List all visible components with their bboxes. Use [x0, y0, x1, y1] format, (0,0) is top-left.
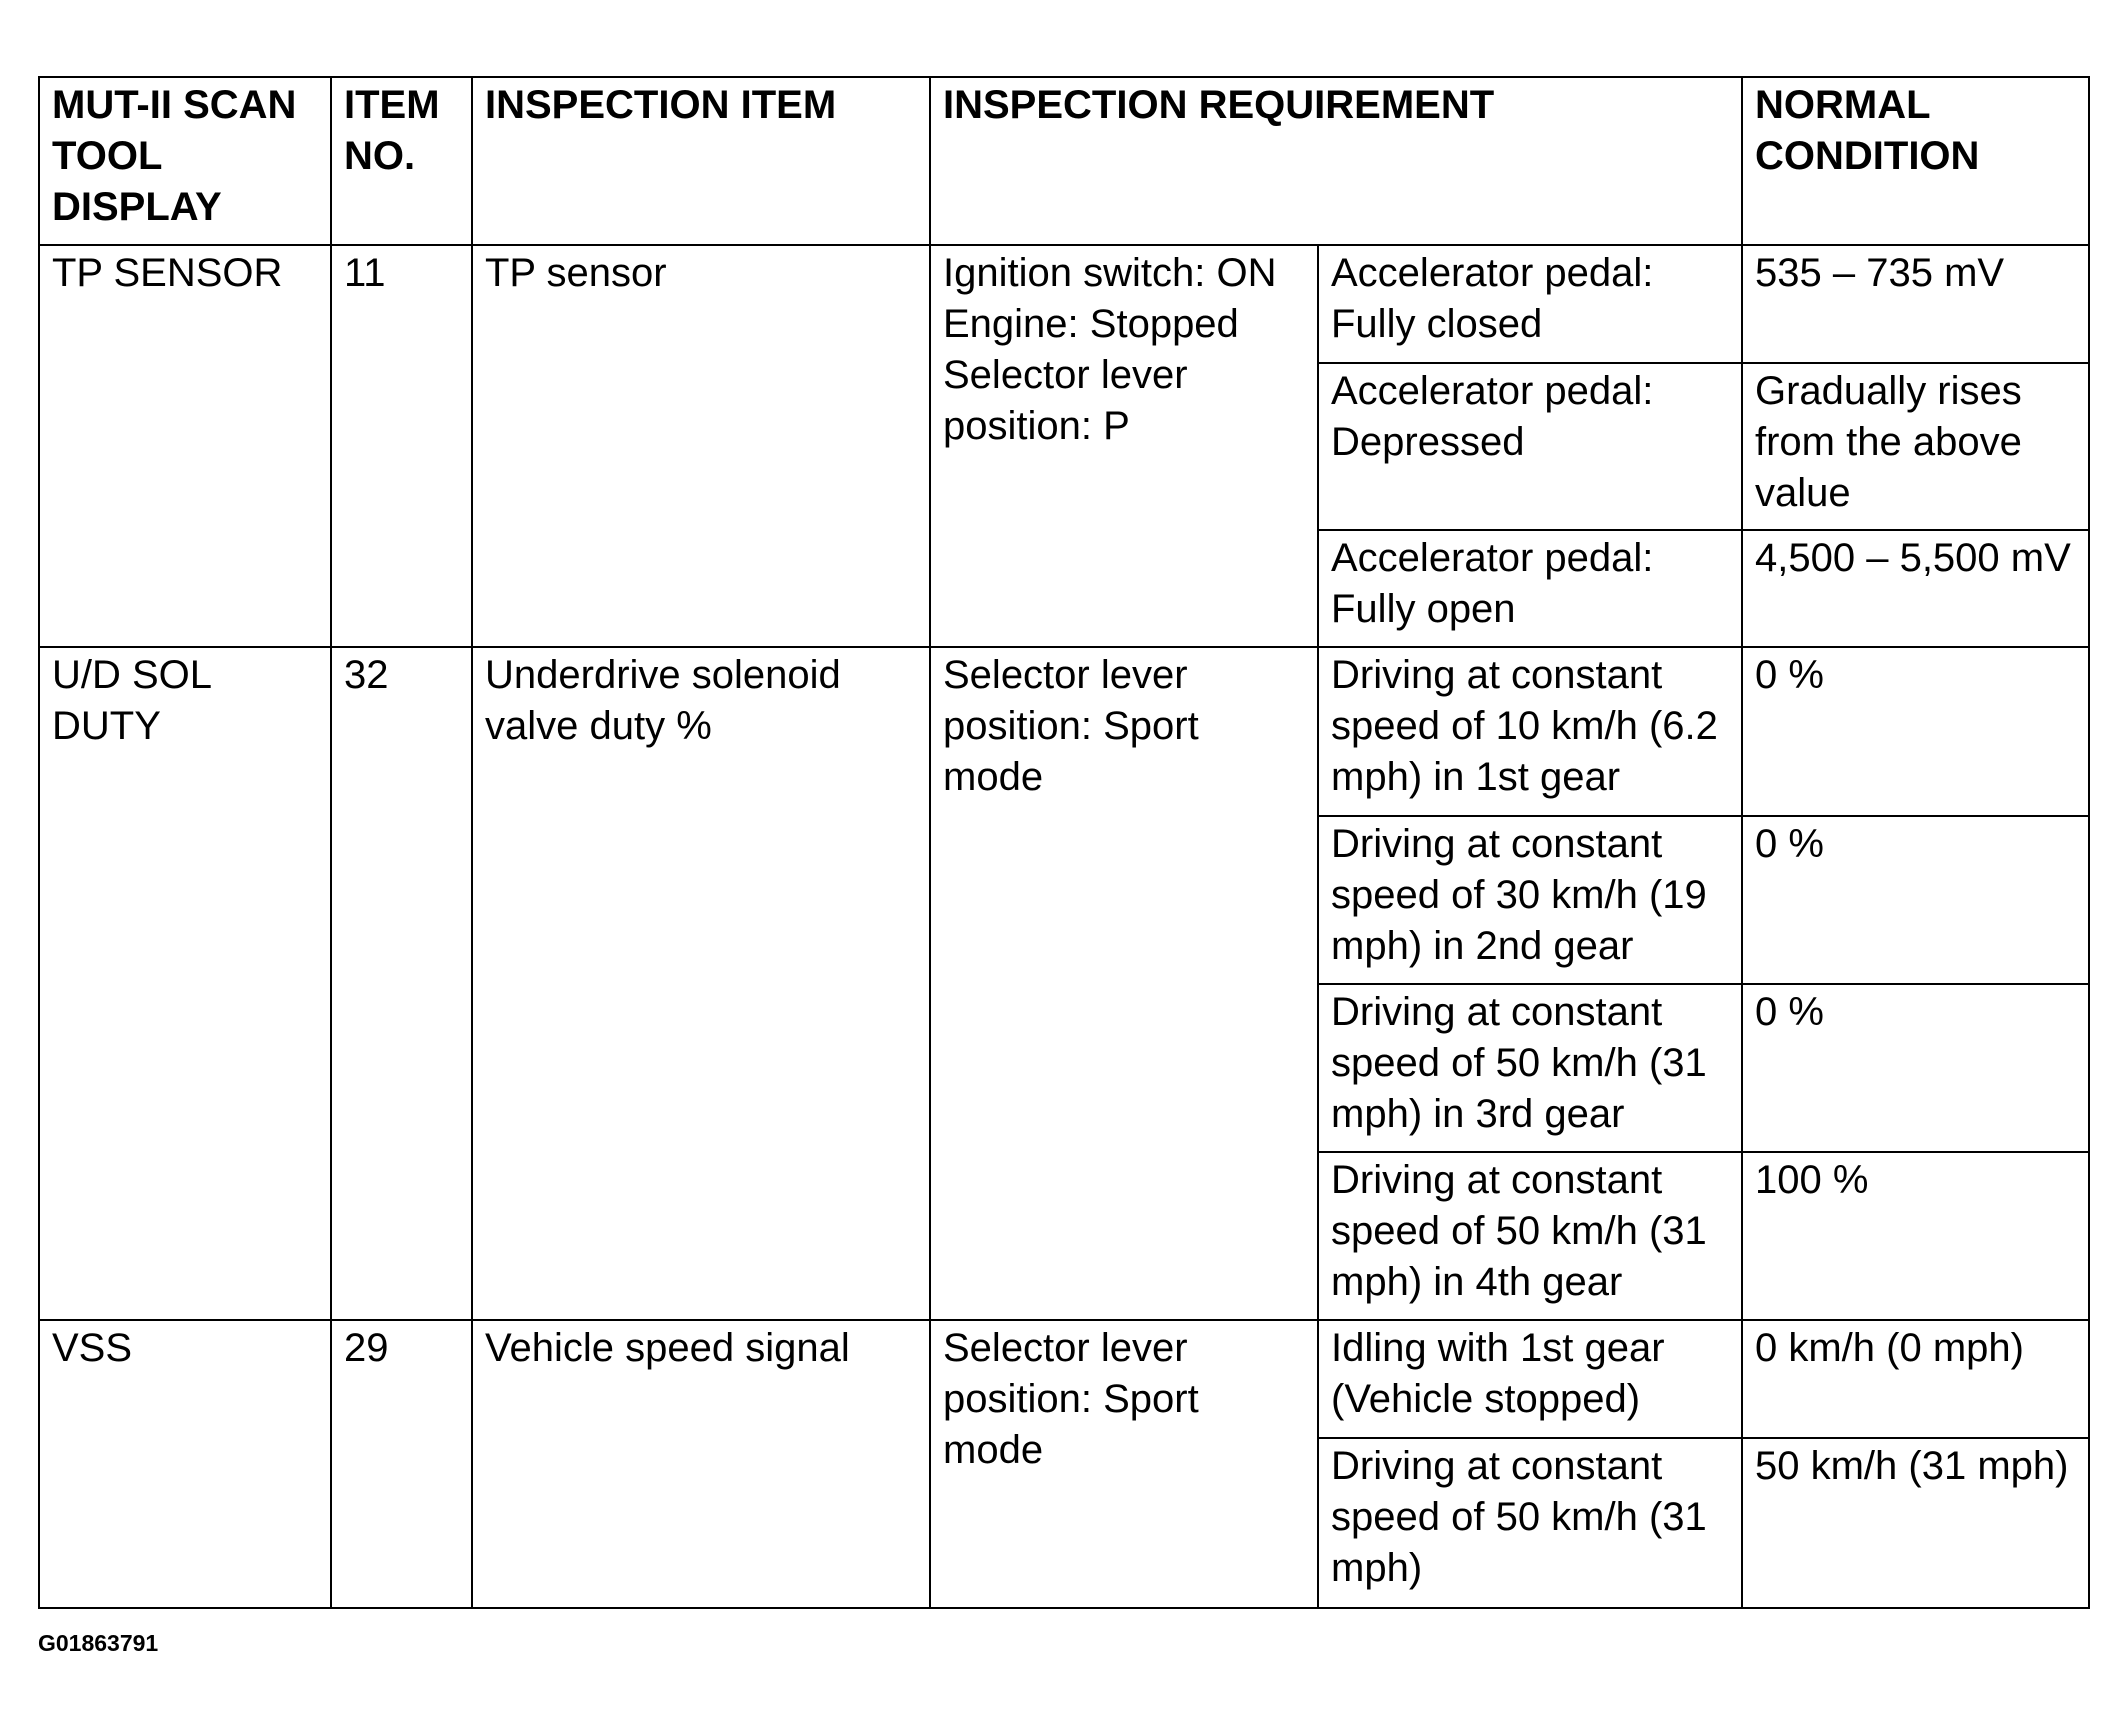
- table-row: [39, 647, 2089, 816]
- header-inspection-requirement: INSPECTION REQUIREMENT: [930, 77, 1742, 245]
- header-normal-condition: NORMAL CONDITION: [1742, 77, 2089, 245]
- requirement-cell: Selector lever position: Sport mode: [930, 1320, 1318, 1608]
- item-no-cell: 11: [331, 245, 472, 647]
- header-display: MUT-II SCAN TOOL DISPLAY: [39, 77, 331, 245]
- normal-value-cell: 535 – 735 mV: [1742, 245, 2089, 363]
- item-no-cell: 29: [331, 1320, 472, 1608]
- display-cell: TP SENSOR: [39, 245, 331, 647]
- requirement-cell: Ignition switch: ON Engine: Stopped Selector lever position: P: [930, 245, 1318, 647]
- condition-cell: Driving at constant speed of 50 km/h (31 mph): [1318, 1438, 1742, 1608]
- table-row: [39, 245, 2089, 363]
- condition-cell: Accelerator pedal: Depressed: [1318, 363, 1742, 530]
- document-id: G01863791: [38, 1630, 159, 1656]
- normal-value-cell: Gradually rises from the above value: [1742, 363, 2089, 530]
- normal-value-cell: 0 %: [1742, 647, 2089, 816]
- inspection-item-cell: TP sensor: [472, 245, 930, 647]
- normal-value-cell: 0 km/h (0 mph): [1742, 1320, 2089, 1438]
- normal-value-cell: 0 %: [1742, 984, 2089, 1152]
- condition-cell: Driving at constant speed of 50 km/h (31 mph) in 4th gear: [1318, 1152, 1742, 1320]
- condition-cell: Driving at constant speed of 10 km/h (6.2 mph) in 1st gear: [1318, 647, 1742, 816]
- normal-value-cell: 100 %: [1742, 1152, 2089, 1320]
- normal-value-cell: 0 %: [1742, 816, 2089, 984]
- table-row: [39, 1320, 2089, 1438]
- normal-value-cell: 4,500 – 5,500 mV: [1742, 530, 2089, 647]
- display-cell: VSS: [39, 1320, 331, 1608]
- inspection-table: [38, 76, 2090, 1609]
- condition-cell: Driving at constant speed of 50 km/h (31 mph) in 3rd gear: [1318, 984, 1742, 1152]
- header-item-no: ITEM NO.: [331, 77, 472, 245]
- header-inspection-item: INSPECTION ITEM: [472, 77, 930, 245]
- condition-cell: Driving at constant speed of 30 km/h (19 mph) in 2nd gear: [1318, 816, 1742, 984]
- header-row: [39, 77, 2089, 245]
- inspection-item-cell: Vehicle speed signal: [472, 1320, 930, 1608]
- condition-cell: Accelerator pedal: Fully open: [1318, 530, 1742, 647]
- condition-cell: Idling with 1st gear (Vehicle stopped): [1318, 1320, 1742, 1438]
- normal-value-cell: 50 km/h (31 mph): [1742, 1438, 2089, 1608]
- inspection-item-cell: Underdrive solenoid valve duty %: [472, 647, 930, 1320]
- display-cell: U/D SOL DUTY: [39, 647, 331, 1320]
- condition-cell: Accelerator pedal: Fully closed: [1318, 245, 1742, 363]
- item-no-cell: 32: [331, 647, 472, 1320]
- requirement-cell: Selector lever position: Sport mode: [930, 647, 1318, 1320]
